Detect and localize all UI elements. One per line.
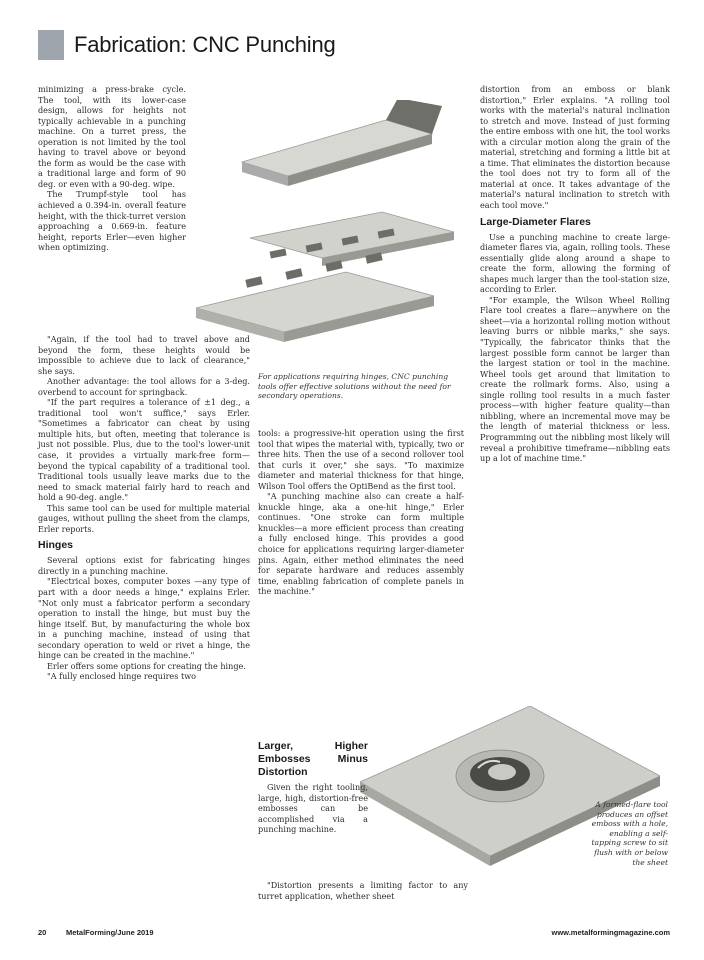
flange-caption: A formed-flare tool produces an offset emboss with a hole, enabling a self-tapping screw to sit flush with or below the sheet (591, 800, 668, 867)
col2-paragraph-1: tools: a progressive-hit operation using the first tool that wipes the material with, typically, two or three hits. Then the use of a second rollover tool that curls it over," she says. "To maximize diameter and material thickness for that hinge, Wilson Tool offers the OptiBend as the first tool. (258, 428, 464, 491)
flares-paragraph-1: Use a punching machine to create large-diameter flares via, again, rolling tools. These essentially glide along around a shape to create the form, allowing the forming of shapes much larger than the tool-station size, according to Erler. (480, 231, 670, 295)
page-title: Fabrication: CNC Punching (74, 32, 336, 57)
emboss-paragraph-2: "Distortion presents a limiting factor to any turret application, whether sheet (258, 880, 468, 901)
column-2 (258, 428, 464, 597)
hinge-illustration (186, 100, 476, 370)
flares-paragraph-2: "For example, the Wilson Wheel Rolling Flare tool creates a flare—anywhere on the sheet—via a horizontal rolling motion without leaving burrs or nibble marks," she says. "Typically, the fabricator thinks that the largest possible form cannot be larger than the largest station or tool in the machine. Wheel tools get around that limitation to create the rollmark forms. Also, using a single rolling tool results in a much faster process—with higher feature quality—than nibbling, where an incremental move may be the length of material thickness or less. Programming out the nibbling most likely will reveal a prohibitive timeframe—nibbling eats up a lot of machine time." (480, 294, 670, 464)
col2-paragraph-2: "A punching machine also can create a half-knuckle hinge, aka a one-hit hinge," Erler continues. "One stroke can form multiple knuckles—a more efficient process than creating a fully enclosed hinge. This provides a good choice for applications requiring larger-diameter pins. Again, either method eliminates the need for separate hardware and reduces assembly time, enabling fabrication of complete panels in the machine." (258, 491, 464, 597)
hinges-paragraph-1: Several options exist for fabricating hinges directly in a punching machine. (38, 555, 250, 576)
page-number: 20 (38, 928, 47, 937)
emboss-section (258, 740, 368, 835)
emboss-heading: Larger, Higher Embosses Minus Distortion (258, 740, 368, 778)
emboss-section-continued (258, 880, 468, 901)
flares-heading: Large-Diameter Flares (480, 215, 591, 228)
hinges-paragraph-4: "A fully enclosed hinge requires two (47, 671, 197, 682)
col3-paragraph-1: distortion from an emboss or blank distortion," Erler explains. "A rolling tool works with the material's natural inclination to stretch and move. Instead of just forming the entire emboss with one hit, the tool works with a circular motion along the grain of the material, stretching and forming a little bit at a time. That eliminates the distortion because the tool does not try to form all of the material at once. It takes advantage of the material's natural inclination to stretch with each tool move." (480, 84, 670, 211)
header-accent-block (38, 30, 64, 60)
col1-paragraph-4: Another advantage: the tool allows for a 3-deg. overbend to account for springback. (38, 376, 250, 397)
page-footer (38, 928, 670, 940)
col1-paragraph-1: minimizing a press-brake cycle. The tool, with its lower-case design, allows for heights not typically achievable in a punching machine. On a turret press, the operation is not limited by the tool having to travel above or beyond the form as would be the case with a traditional large and form of 90 deg. or even with a 90-deg. wipe. (38, 84, 186, 189)
emboss-paragraph-1: Given the right tooling, large, high, distortion-free embosses can be accomplished via a punching machine. (258, 782, 368, 835)
magazine-url: www.metalformingmagazine.com (551, 928, 670, 937)
magazine-issue: MetalForming/June 2019 (66, 928, 154, 937)
page-header (38, 30, 678, 60)
hinges-caption: For applications requiring hinges, CNC punching tools offer effective solutions without the need for secondary operations. (258, 372, 451, 401)
col1-paragraph-5: "If the part requires a tolerance of ±1 deg., a traditional tool won't suffice," says Erler. "Sometimes a fabricator can cheat by using multiple hits, but often, meeting that tolerance is just not possible. Plus, due to the tool's lower-unit case, it provides a virtually mark-free form—beyond the typical capability of a traditional tool. Traditional tools usually leave marks due to the need to smack material fairly hard to reach and hold a 90-deg. angle." (38, 397, 250, 503)
hinges-paragraph-3: Erler offers some options for creating the hinge. (47, 660, 246, 671)
col1-paragraph-3: "Again, if the tool had to travel above and beyond the form, these heights would be impossible to achieve due to lack of clearance," she says. (38, 334, 250, 376)
column-3 (480, 84, 670, 464)
column-1-continued (38, 334, 250, 682)
column-1 (38, 84, 186, 253)
col1-paragraph-2: The Trumpf-style tool has achieved a 0.394-in. overall feature height, with the thick-turret version approaching a 0.669-in. feature height, reports Erler—even higher when optimizing. (38, 189, 186, 253)
col1-paragraph-6: This same tool can be used for multiple material gauges, without pulling the sheet from the clamps, Erler reports. (38, 502, 250, 534)
hinges-heading: Hinges (38, 539, 74, 552)
hinges-paragraph-2: "Electrical boxes, computer boxes —any type of part with a door needs a hinge," explains Erler. "Not only must a fabricator perform a secondary operation to install the hinge, but must buy the hinge itself. But, by manufacturing the whole box in a punching machine, instead of using that secondary operation to weld or rivet a hinge, the hinge can be created in the machine." (38, 576, 250, 661)
